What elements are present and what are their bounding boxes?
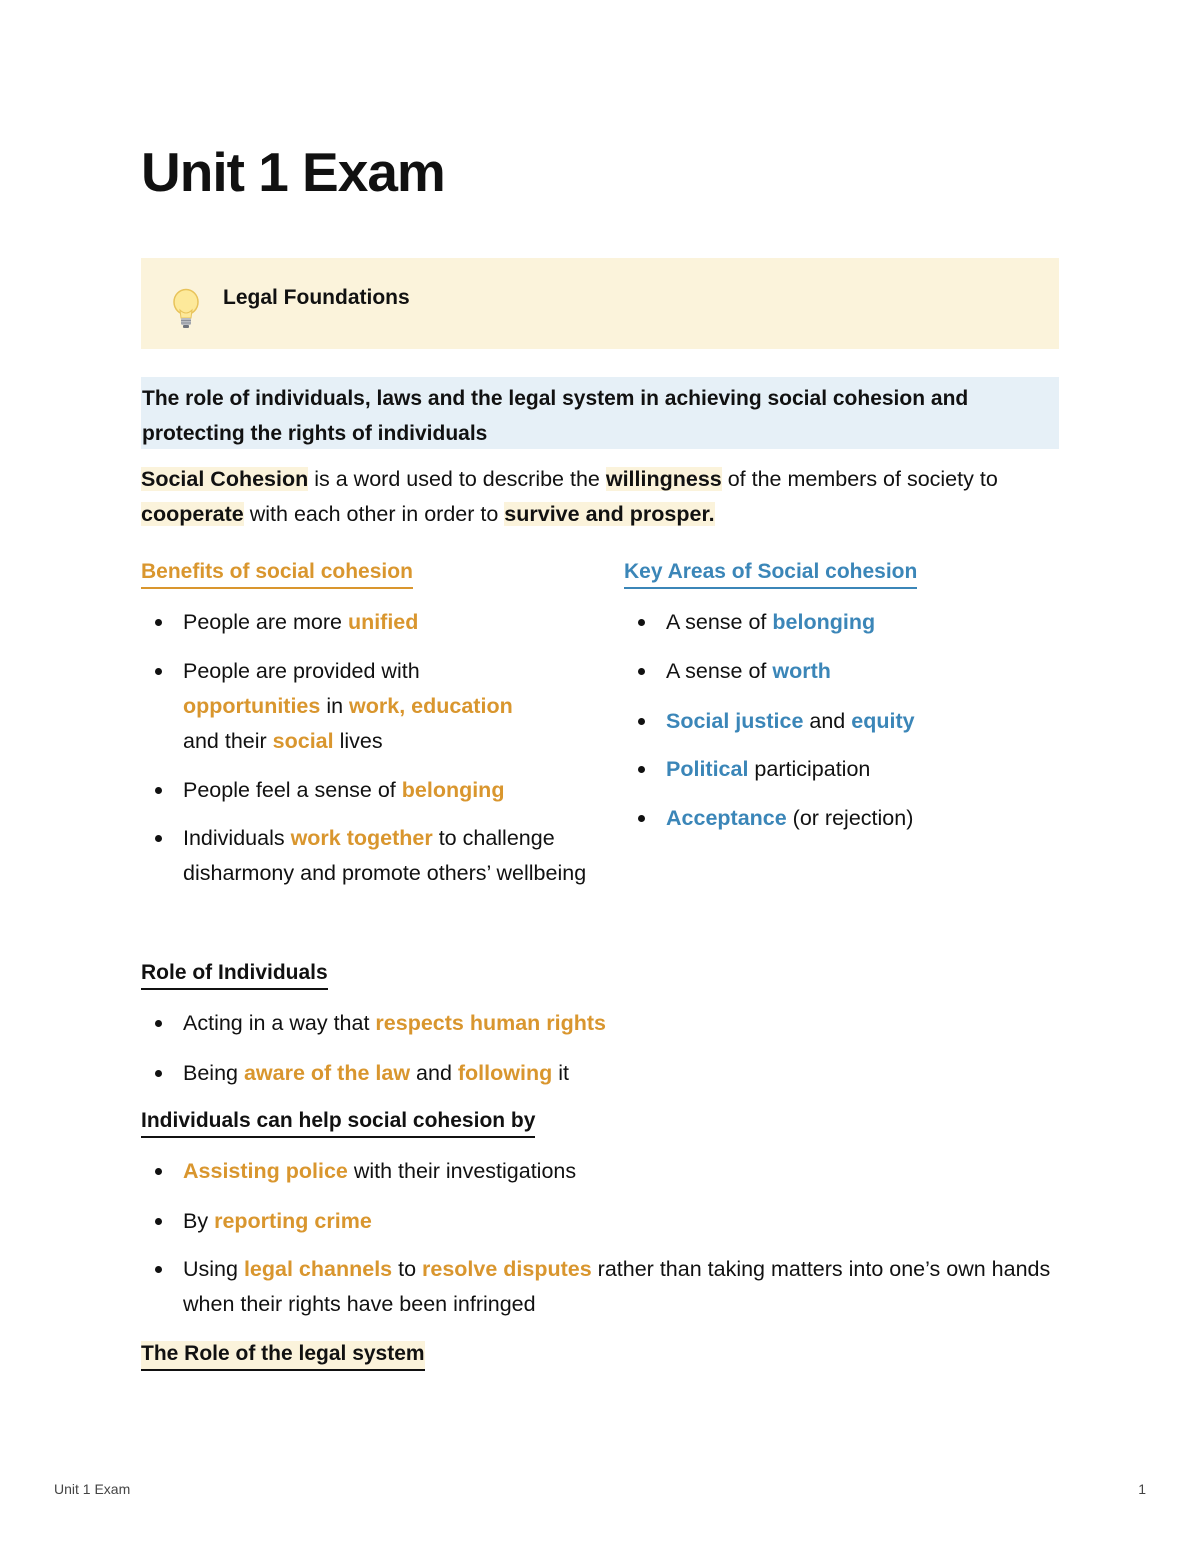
item-emphasis: Assisting police — [183, 1159, 348, 1183]
list-item — [141, 654, 591, 759]
item-emphasis: resolve disputes — [422, 1257, 592, 1281]
benefits-list — [141, 605, 591, 891]
item-text: People are provided with — [183, 659, 420, 683]
bullet-icon — [155, 1070, 162, 1077]
list-item — [624, 605, 1059, 640]
item-emphasis: aware of the law — [243, 1061, 411, 1085]
bullet-icon — [155, 835, 162, 842]
benefits-section — [141, 559, 591, 891]
bullet-icon — [638, 619, 645, 626]
role-individuals-list — [141, 1006, 1059, 1091]
item-emphasis: respects human rights — [375, 1011, 607, 1035]
item-emphasis: following — [457, 1061, 553, 1085]
footer-title: Unit 1 Exam — [54, 1481, 131, 1497]
key-areas-heading: Key Areas of Social cohesion — [624, 559, 917, 589]
item-text: in — [320, 694, 350, 718]
highlight-social-cohesion: Social Cohesion — [141, 467, 309, 491]
legal-system-section — [141, 1341, 1059, 1371]
intro-text: of the members of society to — [721, 467, 998, 491]
bullet-icon — [155, 1266, 162, 1273]
item-text: to — [392, 1257, 423, 1281]
key-areas-section — [624, 559, 1059, 836]
item-emphasis: legal channels — [243, 1257, 393, 1281]
item-text: People are more — [183, 610, 348, 634]
list-item — [141, 1252, 1059, 1322]
item-text: Individuals — [183, 826, 291, 850]
item-emphasis: belonging — [772, 610, 876, 634]
section-heading-role: The role of individuals, laws and the legal system in achieving social cohesion and protecting the rights of individuals — [141, 377, 1059, 449]
bullet-icon — [155, 787, 162, 794]
list-item — [141, 1204, 1059, 1239]
list-item — [141, 1056, 1059, 1091]
item-emphasis: reporting crime — [214, 1209, 372, 1233]
item-text: and — [410, 1061, 458, 1085]
list-item — [624, 752, 1059, 787]
list-item — [141, 605, 591, 640]
item-text: rather than taking matters into one’s own hands when their rights have been infringed — [183, 1257, 1051, 1316]
item-emphasis: belonging — [401, 778, 505, 802]
help-section — [141, 1108, 1059, 1322]
key-areas-list — [624, 605, 1059, 836]
list-item — [141, 1154, 1059, 1189]
item-text: and their — [183, 729, 273, 753]
item-emphasis: work, education — [349, 694, 513, 718]
bullet-icon — [155, 1020, 162, 1027]
intro-text: is a word used to describe the — [308, 467, 606, 491]
item-emphasis: Social justice — [666, 709, 804, 733]
page-number: 1 — [1138, 1481, 1146, 1497]
item-emphasis: Political — [666, 757, 749, 781]
legal-system-heading: The Role of the legal system — [141, 1341, 425, 1371]
item-emphasis: worth — [772, 659, 831, 683]
item-text: A sense of — [666, 610, 773, 634]
intro-paragraph — [141, 462, 1059, 532]
benefits-heading: Benefits of social cohesion — [141, 559, 413, 589]
item-text: (or rejection) — [786, 806, 914, 830]
help-list — [141, 1154, 1059, 1322]
list-item — [141, 1006, 1059, 1041]
item-text: participation — [748, 757, 871, 781]
item-text: and — [803, 709, 852, 733]
item-text: lives — [333, 729, 383, 753]
bullet-icon — [638, 718, 645, 725]
list-item — [624, 801, 1059, 836]
item-emphasis: Acceptance — [666, 806, 787, 830]
list-item — [624, 704, 1059, 739]
callout — [141, 258, 1059, 349]
bullet-icon — [638, 668, 645, 675]
list-item — [141, 773, 591, 808]
item-emphasis: work together — [290, 826, 433, 850]
intro-text: with each other in order to — [243, 502, 505, 526]
bullet-icon — [638, 766, 645, 773]
item-emphasis: unified — [347, 610, 419, 634]
lightbulb-icon — [171, 288, 201, 330]
help-heading: Individuals can help social cohesion by — [141, 1108, 535, 1138]
item-text: Being — [183, 1061, 244, 1085]
item-text: By — [183, 1209, 215, 1233]
role-individuals-heading: Role of Individuals — [141, 960, 328, 990]
item-text: Using — [183, 1257, 244, 1281]
page-title: Unit 1 Exam — [141, 141, 445, 203]
item-emphasis: social — [272, 729, 334, 753]
bullet-icon — [155, 668, 162, 675]
role-individuals-section — [141, 960, 1059, 1091]
item-text: People feel a sense of — [183, 778, 402, 802]
item-text: with their investigations — [347, 1159, 577, 1183]
list-item — [141, 821, 591, 891]
item-emphasis: equity — [851, 709, 915, 733]
bullet-icon — [155, 1218, 162, 1225]
item-text: to challenge disharmony and promote others’ wellbeing — [183, 826, 587, 885]
highlight-cooperate: cooperate — [141, 502, 244, 526]
bullet-icon — [155, 619, 162, 626]
item-text: Acting in a way that — [183, 1011, 376, 1035]
item-text: A sense of — [666, 659, 773, 683]
item-emphasis: opportunities — [183, 694, 321, 718]
item-text: it — [552, 1061, 569, 1085]
bullet-icon — [638, 815, 645, 822]
highlight-willingness: willingness — [605, 467, 722, 491]
callout-text: Legal Foundations — [223, 286, 410, 309]
list-item — [624, 654, 1059, 689]
bullet-icon — [155, 1168, 162, 1175]
highlight-survive: survive and prosper. — [504, 502, 715, 526]
